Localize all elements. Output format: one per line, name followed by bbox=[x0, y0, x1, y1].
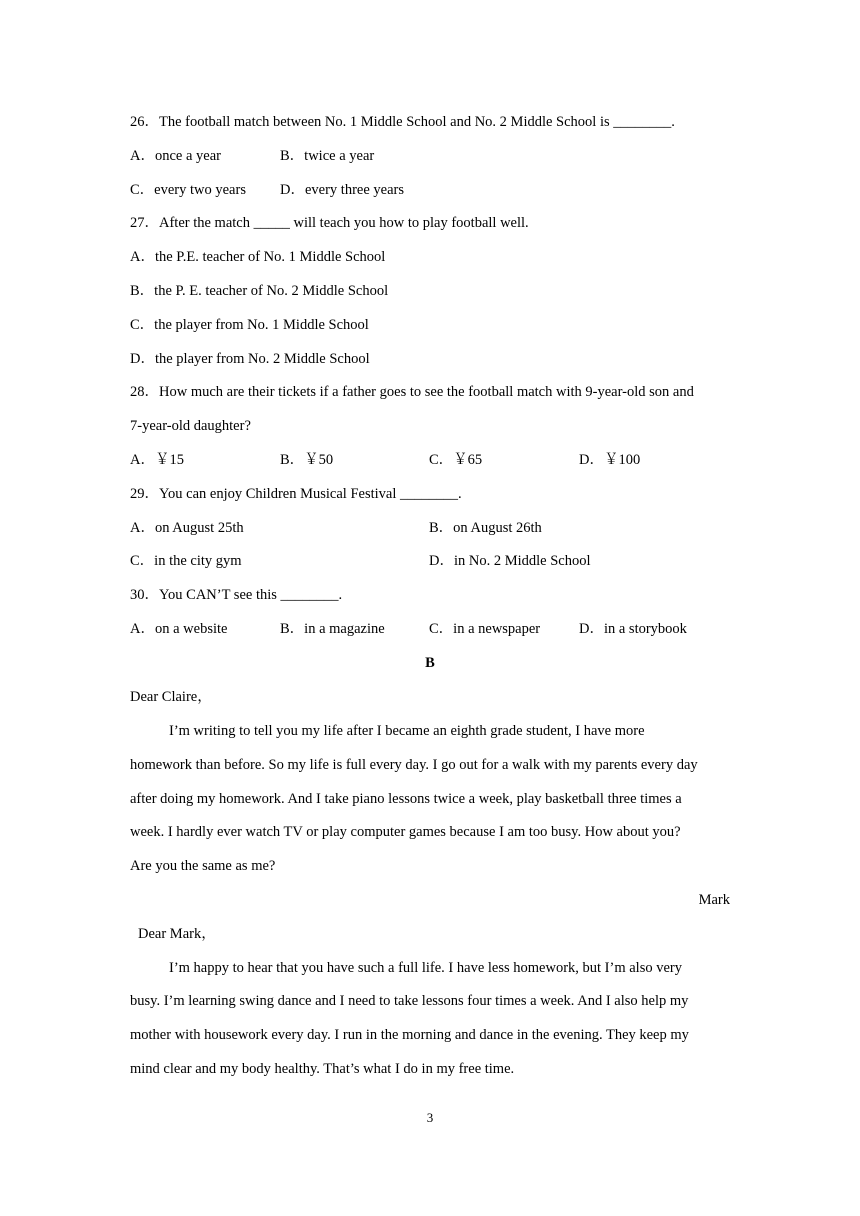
letter-1-line: Are you the same as me? bbox=[130, 858, 276, 874]
question-27-stem: 27．After the match _____ will teach you how to play football well. bbox=[130, 215, 529, 231]
question-30-option-a: A．on a website bbox=[130, 621, 228, 637]
letter-2-salutation: Dear Mark， bbox=[138, 926, 216, 942]
question-30-option-c: C．in a newspaper bbox=[429, 621, 541, 637]
question-27-option-d: D．the player from No. 2 Middle School bbox=[130, 351, 370, 367]
letter-2-line: mind clear and my body healthy. That’s what I do in my free time. bbox=[130, 1061, 515, 1077]
letter-2-line: busy. I’m learning swing dance and I need to take lessons four times a week. And I also help my bbox=[130, 993, 689, 1009]
letter-1-line: after doing my homework. And I take piano lessons twice a week, play basketball three times a bbox=[130, 791, 682, 807]
question-28-option-a: A．￥15 bbox=[130, 452, 184, 468]
page-number: 3 bbox=[426, 1110, 434, 1125]
question-30-stem: 30．You CAN’T see this ________. bbox=[130, 587, 343, 603]
question-29-option-a: A．on August 25th bbox=[130, 520, 244, 536]
question-26-option-c: C．every two years bbox=[130, 182, 246, 198]
letter-1-line: week. I hardly ever watch TV or play computer games because I am too busy. How about you? bbox=[130, 824, 681, 840]
letter-1-line: homework than before. So my life is full every day. I go out for a walk with my parents every day bbox=[130, 757, 698, 773]
question-30-option-b: B．in a magazine bbox=[280, 621, 385, 637]
question-29-option-d: D．in No. 2 Middle School bbox=[429, 553, 591, 569]
question-29-option-c: C．in the city gym bbox=[130, 553, 242, 569]
section-b-heading: B bbox=[425, 655, 435, 671]
question-27-option-a: A．the P.E. teacher of No. 1 Middle School bbox=[130, 249, 386, 265]
question-26-option-b: B．twice a year bbox=[280, 148, 375, 164]
question-26-stem: 26．The football match between No. 1 Middle School and No. 2 Middle School is ________. bbox=[130, 114, 675, 130]
letter-1-line: I’m writing to tell you my life after I became an eighth grade student, I have more bbox=[169, 723, 645, 739]
letter-1-signature: Mark bbox=[698, 892, 730, 908]
question-28-option-d: D．￥100 bbox=[579, 452, 641, 468]
question-28-stem-line-1: 28．How much are their tickets if a father goes to see the football match with 9-year-old son and bbox=[130, 384, 694, 400]
letter-2-line: mother with housework every day. I run in the morning and dance in the evening. They keep my bbox=[130, 1027, 689, 1043]
question-27-option-c: C．the player from No. 1 Middle School bbox=[130, 317, 369, 333]
letter-1-salutation: Dear Claire， bbox=[130, 689, 212, 705]
question-29-stem: 29．You can enjoy Children Musical Festival ________. bbox=[130, 486, 462, 502]
question-28-option-b: B．￥50 bbox=[280, 452, 334, 468]
question-29-option-b: B．on August 26th bbox=[429, 520, 542, 536]
question-26-option-d: D．every three years bbox=[280, 182, 404, 198]
question-26-option-a: A．once a year bbox=[130, 148, 221, 164]
question-28-option-c: C．￥65 bbox=[429, 452, 483, 468]
question-27-option-b: B．the P. E. teacher of No. 2 Middle School bbox=[130, 283, 389, 299]
question-28-stem-line-2: 7-year-old daughter? bbox=[130, 418, 251, 434]
question-30-option-d: D．in a storybook bbox=[579, 621, 687, 637]
letter-2-line: I’m happy to hear that you have such a full life. I have less homework, but I’m also very bbox=[169, 960, 682, 976]
